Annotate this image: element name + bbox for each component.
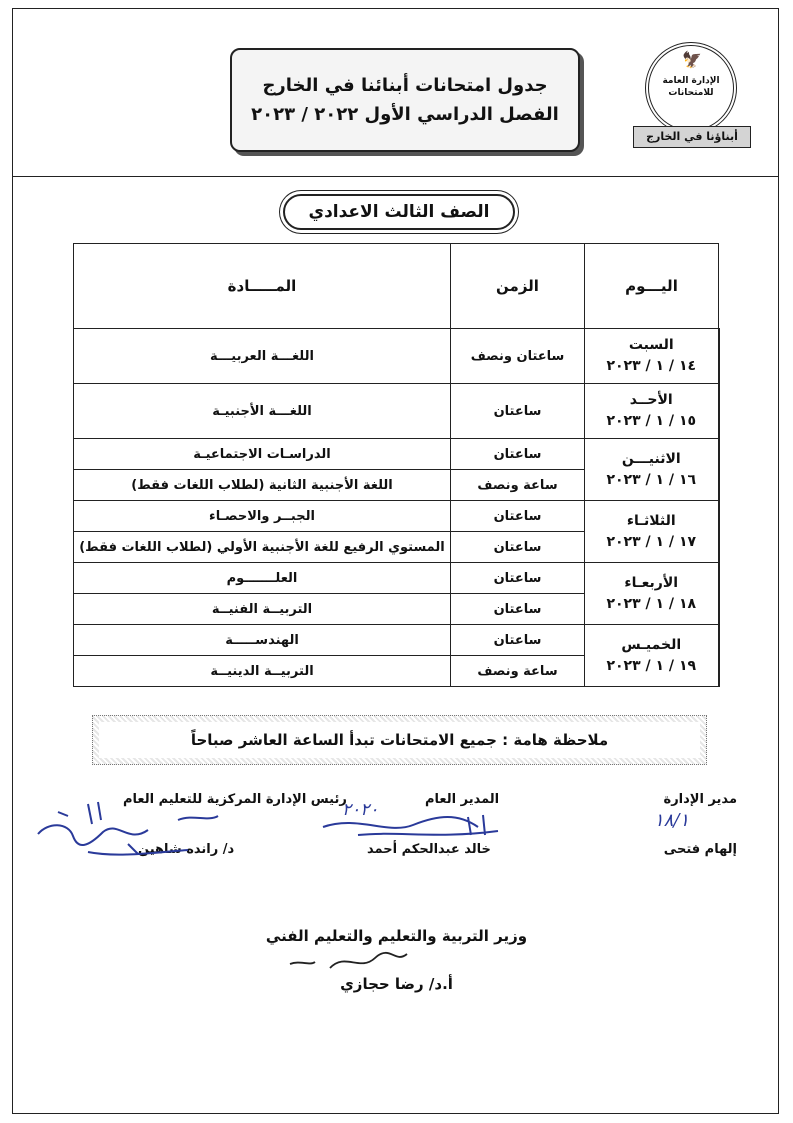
table-row xyxy=(74,329,719,384)
subject-cell: التربيــة الفنيــة xyxy=(74,594,451,625)
day-name: الأربعـاء xyxy=(624,574,679,591)
day-cell xyxy=(585,563,719,625)
grade-label: الصف الثالث الاعدادي xyxy=(283,194,515,230)
central-admin-head-title: رئيس الإدارة المركزية للتعليم العام xyxy=(123,792,347,807)
day-name: الأحــد xyxy=(629,392,673,408)
day-cell xyxy=(585,625,719,687)
page-title: جدول امتحانات أبنائنا في الخارج xyxy=(262,75,548,96)
ministry-logo xyxy=(633,42,751,152)
header-divider xyxy=(12,176,779,177)
page-subtitle: الفصل الدراسي الأول ٢٠٢٢ / ٢٠٢٣ xyxy=(251,104,559,125)
subject-cell: الدراسـات الاجتماعيـة xyxy=(74,439,451,470)
table-row xyxy=(74,384,719,439)
logo-banner: أبناؤنا في الخارج xyxy=(633,126,751,148)
day-name: السبت xyxy=(628,337,674,353)
director-name: إلهام فتحى xyxy=(663,842,737,857)
general-director-handwriting: ٢٠٢٠ xyxy=(342,800,379,820)
day-date: ١٨ / ١ / ٢٠٢٣ xyxy=(606,595,697,612)
subject-cell: المستوي الرفيع للغة الأجنبية الأولي (لطلاب اللغات فقط) xyxy=(74,532,451,563)
duration-cell: ساعتان xyxy=(451,439,585,470)
day-cell xyxy=(585,501,719,563)
note-box xyxy=(92,715,707,765)
minister-title: وزير التربية والتعليم والتعليم الفني xyxy=(265,927,528,945)
general-director-name: خالد عبدالحكم أحمد xyxy=(367,842,491,857)
duration-cell: ساعة ونصف xyxy=(451,470,585,501)
duration-cell: ساعتان xyxy=(451,532,585,563)
duration-cell: ساعتان xyxy=(451,563,585,594)
general-director-title: المدير العام xyxy=(425,792,500,807)
duration-cell: ساعتان xyxy=(451,594,585,625)
duration-cell: ساعتان ونصف xyxy=(451,329,585,384)
subject-cell: اللغة الأجنبية الثانية (لطلاب اللغات فقط) xyxy=(74,470,451,501)
header-subject: المـــــادة xyxy=(74,244,451,329)
day-name: الثلاثـاء xyxy=(626,512,676,529)
day-name: الخميـس xyxy=(621,636,682,653)
day-date: ١٦ / ١ / ٢٠٢٣ xyxy=(606,471,697,488)
exam-schedule-table xyxy=(73,243,720,687)
day-date: ١٧ / ١ / ٢٠٢٣ xyxy=(606,533,697,550)
general-director-signature xyxy=(318,805,508,850)
day-date: ١٥ / ١ / ٢٠٢٣ xyxy=(606,413,697,429)
duration-cell: ساعتان xyxy=(451,625,585,656)
title-box xyxy=(230,48,580,152)
subject-cell: الجبــر والاحصـاء xyxy=(74,501,451,532)
subject-cell: التربيــة الدينيــة xyxy=(74,656,451,687)
logo-text: الإدارة العامة للامتحانات xyxy=(662,76,720,98)
important-note: ملاحظة هامة : جميع الامتحانات تبدأ الساعة العاشر صباحاً xyxy=(99,722,700,758)
director-handwriting: ١٨/١ xyxy=(654,810,690,831)
header-duration: الزمن xyxy=(451,244,585,329)
day-cell xyxy=(585,384,719,439)
central-admin-head-name: د/ رانده شاهين xyxy=(138,842,235,857)
director-title: مدير الإدارة xyxy=(663,792,737,807)
day-cell xyxy=(585,329,719,384)
table-row xyxy=(74,625,719,656)
minister-name: أ.د/ رضا حجازي xyxy=(340,975,453,993)
day-date: ١٩ / ١ / ٢٠٢٣ xyxy=(606,657,697,674)
central-admin-head-signature xyxy=(28,792,228,867)
table-row xyxy=(74,439,719,470)
duration-cell: ساعتان xyxy=(451,384,585,439)
table-row xyxy=(74,501,719,532)
day-cell xyxy=(585,439,719,501)
subject-cell: الهندســـــة xyxy=(74,625,451,656)
subject-cell: اللغـــة الأجنبيـة xyxy=(74,384,451,439)
day-name: الاثنيـــن xyxy=(621,450,681,467)
table-row xyxy=(74,563,719,594)
header-day: اليـــوم xyxy=(585,244,719,329)
duration-cell: ساعتان xyxy=(451,501,585,532)
eagle-icon: 🦅 xyxy=(682,50,702,69)
subject-cell: العلـــــــوم xyxy=(74,563,451,594)
day-date: ١٤ / ١ / ٢٠٢٣ xyxy=(606,358,697,374)
subject-cell: اللغـــة العربيـــة xyxy=(74,329,451,384)
duration-cell: ساعة ونصف xyxy=(451,656,585,687)
minister-signature xyxy=(285,946,415,976)
